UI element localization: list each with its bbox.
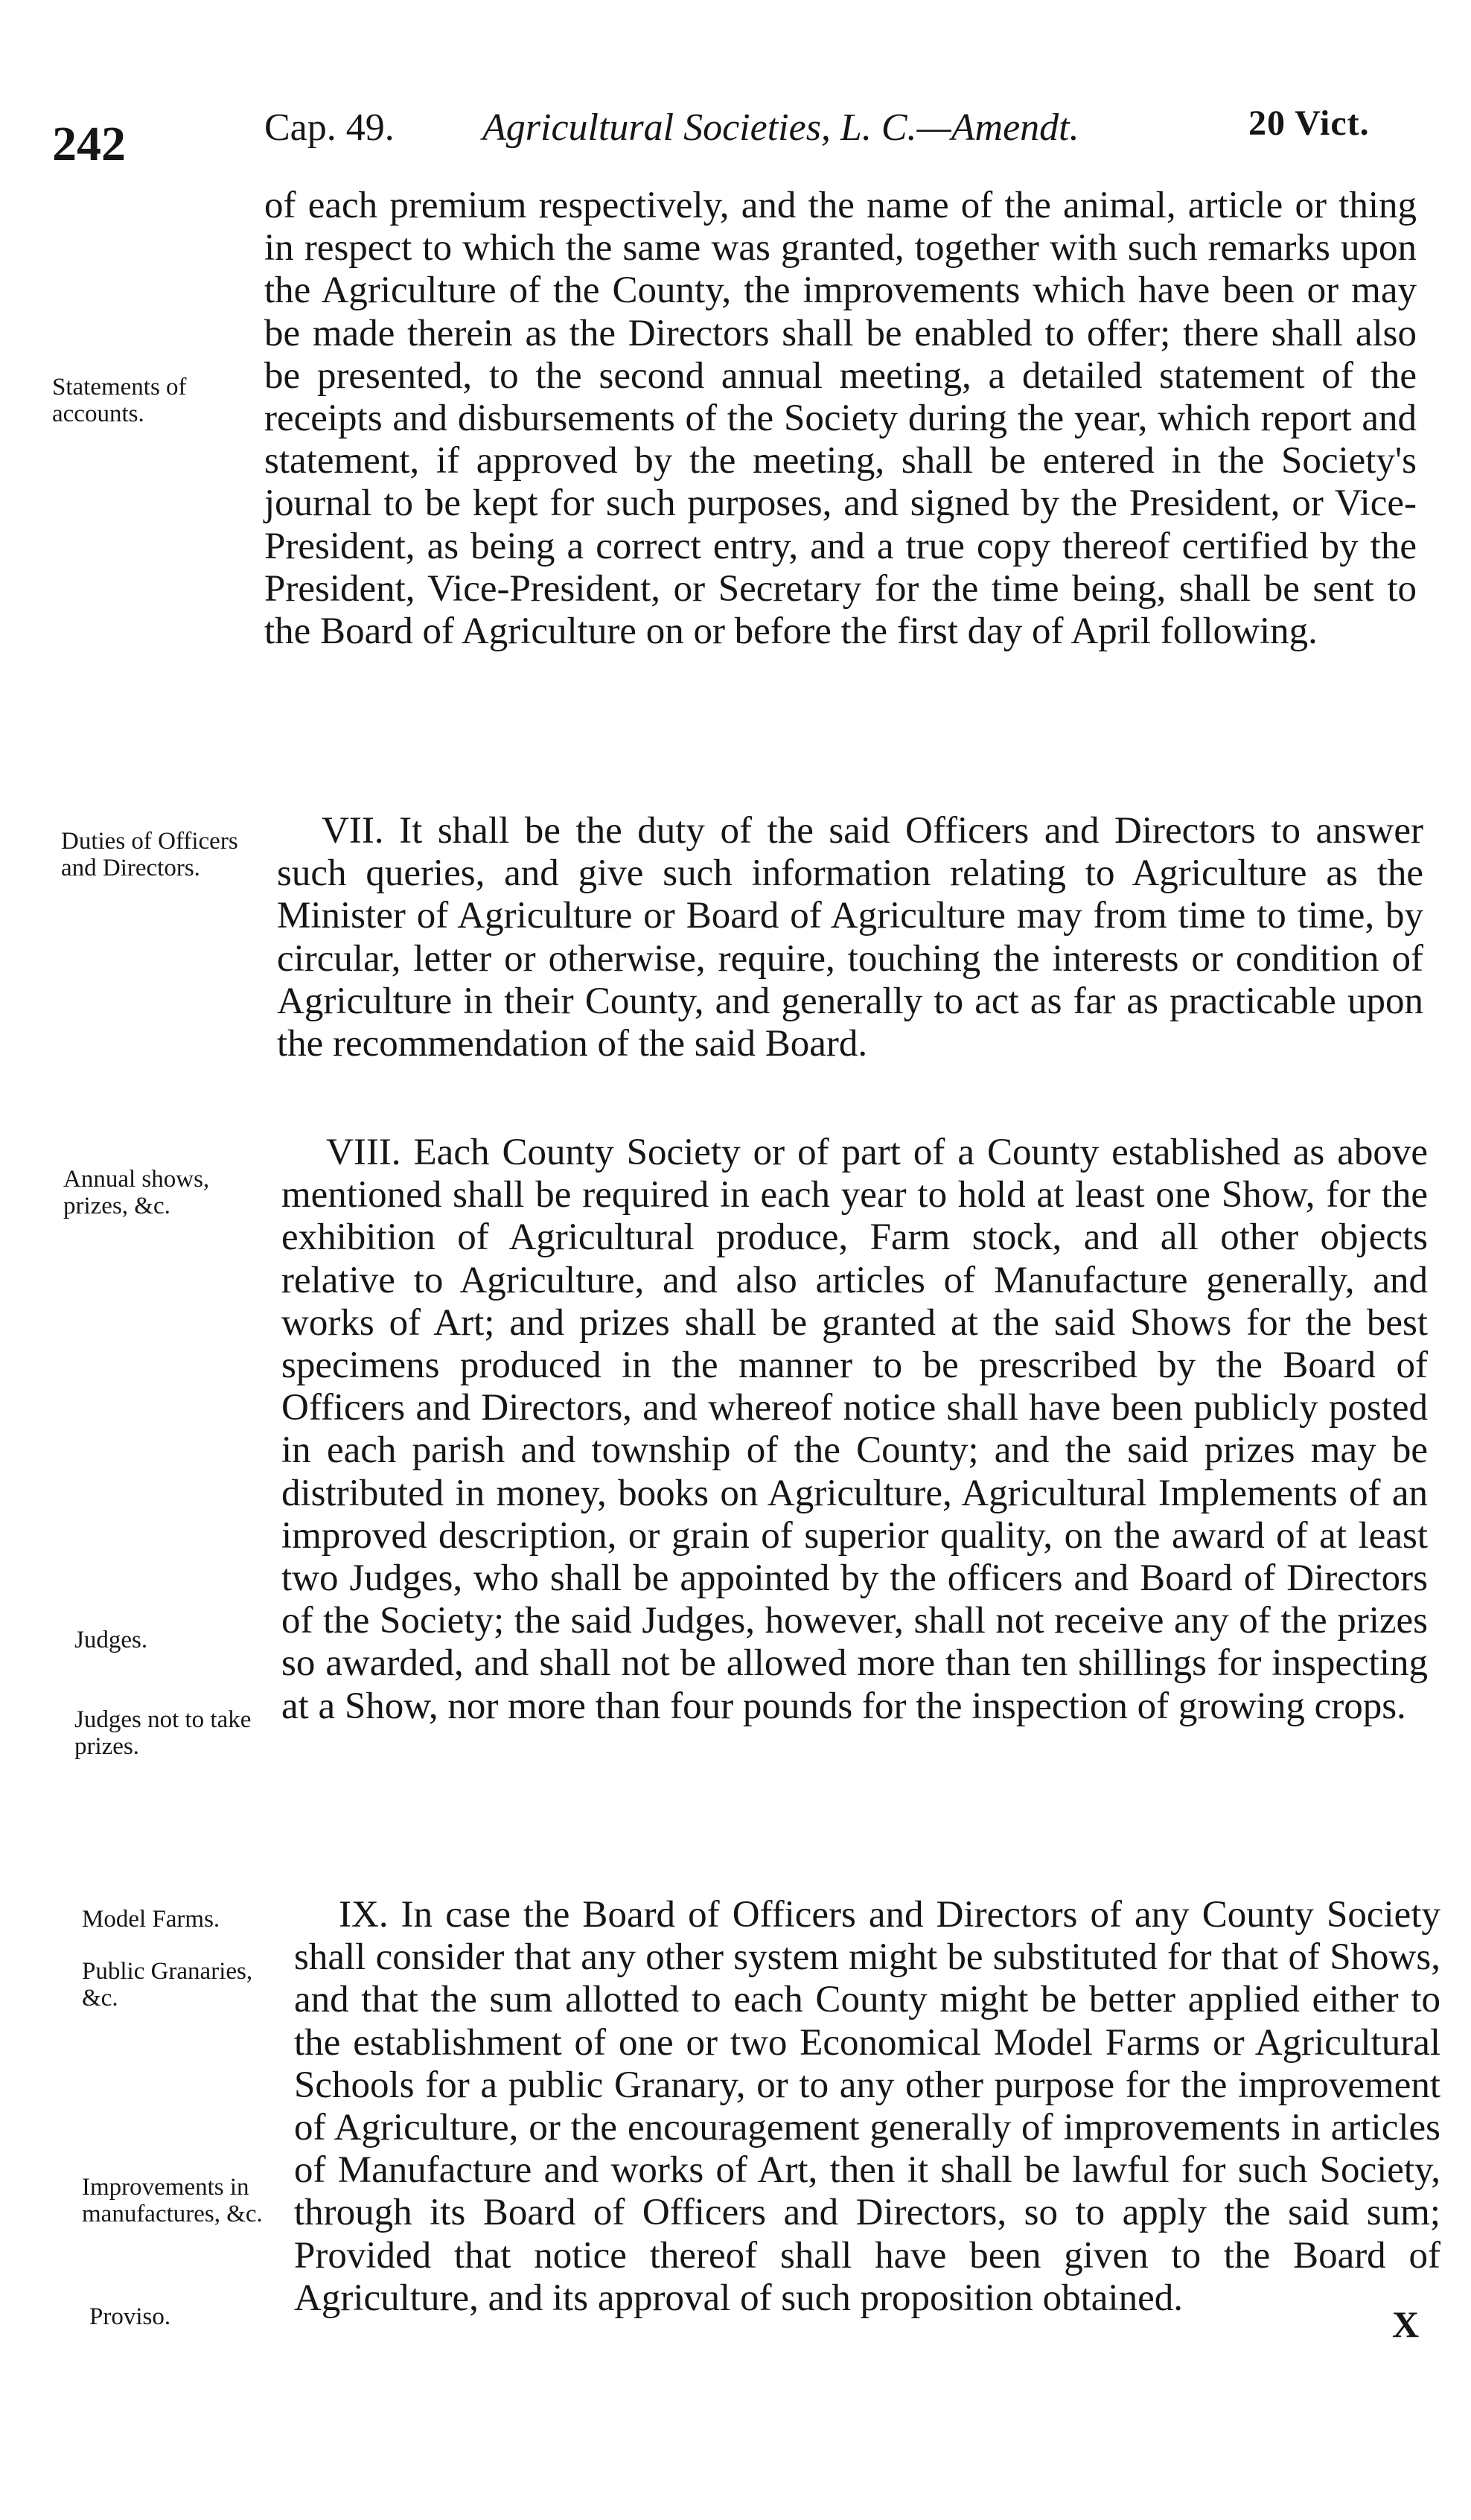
section-8-paragraph: VIII. Each County Society or of part of a County established as above mentioned shall be required in each year to hold at least one Show, for the exhibition of Agricultural produce, Farm stock, and all other objects relative to Agriculture, and also articles of Manufacture generally, and works of Art; and prizes shall be granted at the said Shows for the best specimens produced in the manner to be prescribed by the Board of Officers and Directors, and whereof notice shall have been publicly posted in each parish and township of the County; and the said prizes may be distributed in money, books on Agriculture, Agricultural Implements of an improved description, or grain of superior quality, on the award of at least two Judges, who shall be appointed by the officers and Board of Directors of the Society; the said Judges, however, shall not receive any of the prizes so awarded, and shall not be allowed more than ten shillings for inspecting at a Show, nor more than four pounds for the inspection of growing crops. [281,1132,1428,1727]
regnal-year: 20 Vict. [1248,103,1370,143]
margin-note-granaries: Public Granaries, &c. [82,1958,253,2012]
margin-note-model-farms: Model Farms. [82,1906,220,1933]
section-7-paragraph: VII. It shall be the duty of the said Officers and Directors to answer such queries, and give such information relating to Agriculture as the Minister of Agriculture or Board of Agriculture may from time to time, by circular, letter or otherwise, require, touching the interests or condition of Agriculture in their County, and generally to act as far as practicable upon the recommendation of the said Board. [277,810,1423,1065]
margin-note-duties: Duties of Officers and Directors. [61,828,238,881]
continuation-paragraph: of each premium respectively, and the name of the animal, article or thing in respect to which the same was granted, together with such remarks upon the Agriculture of the County, the improvements which have been or may be made therein as the Directors shall be enabled to offer; there shall also be presented, to the second annual meeting, a detailed statement of the receipts and disbursements of the Society during the year, which report and statement, if approved by the meeting, shall be entered in the Society's journal to be kept for such purposes, and signed by the President, or Vice-President, as being a correct entry, and a true copy thereof certified by the President, Vice-President, or Secretary for the time being, shall be sent to the Board of Agriculture on or before the first day of April following. [264,185,1417,653]
margin-note-judges: Judges. [74,1627,148,1653]
page-number: 242 [52,117,126,171]
chapter-label: Cap. 49. [264,106,395,149]
margin-note-proviso: Proviso. [89,2303,171,2330]
margin-note-statements: Statements of accounts. [52,374,187,427]
running-title: Agricultural Societies, L. C.—Amendt. [482,106,1079,149]
margin-note-annual-shows: Annual shows, prizes, &c. [63,1166,210,1219]
section-9-paragraph: IX. In case the Board of Officers and Directors of any County Society shall consider that any other system might be substituted for that of Shows, and that the sum allotted to each County might be better applied either to the establishment of one or two Economical Model Farms or Agricultural Schools for a public Granary, or to any other purpose for the improvement of Agriculture, or the encouragement generally of improvements in articles of Manufacture and works of Art, then it shall be lawful for such Society, through its Board of Officers and Directors, so to apply the said sum; Provided that notice thereof shall have been given to the Board of Agriculture, and its approval of such proposition obtained. [294,1894,1440,2319]
page-header [0,97,1471,179]
margin-note-judges-not-prizes: Judges not to take prizes. [74,1706,252,1760]
margin-note-improvements: Improvements in manufactures, &c. [82,2174,263,2227]
catchword: X [1392,2303,1420,2345]
